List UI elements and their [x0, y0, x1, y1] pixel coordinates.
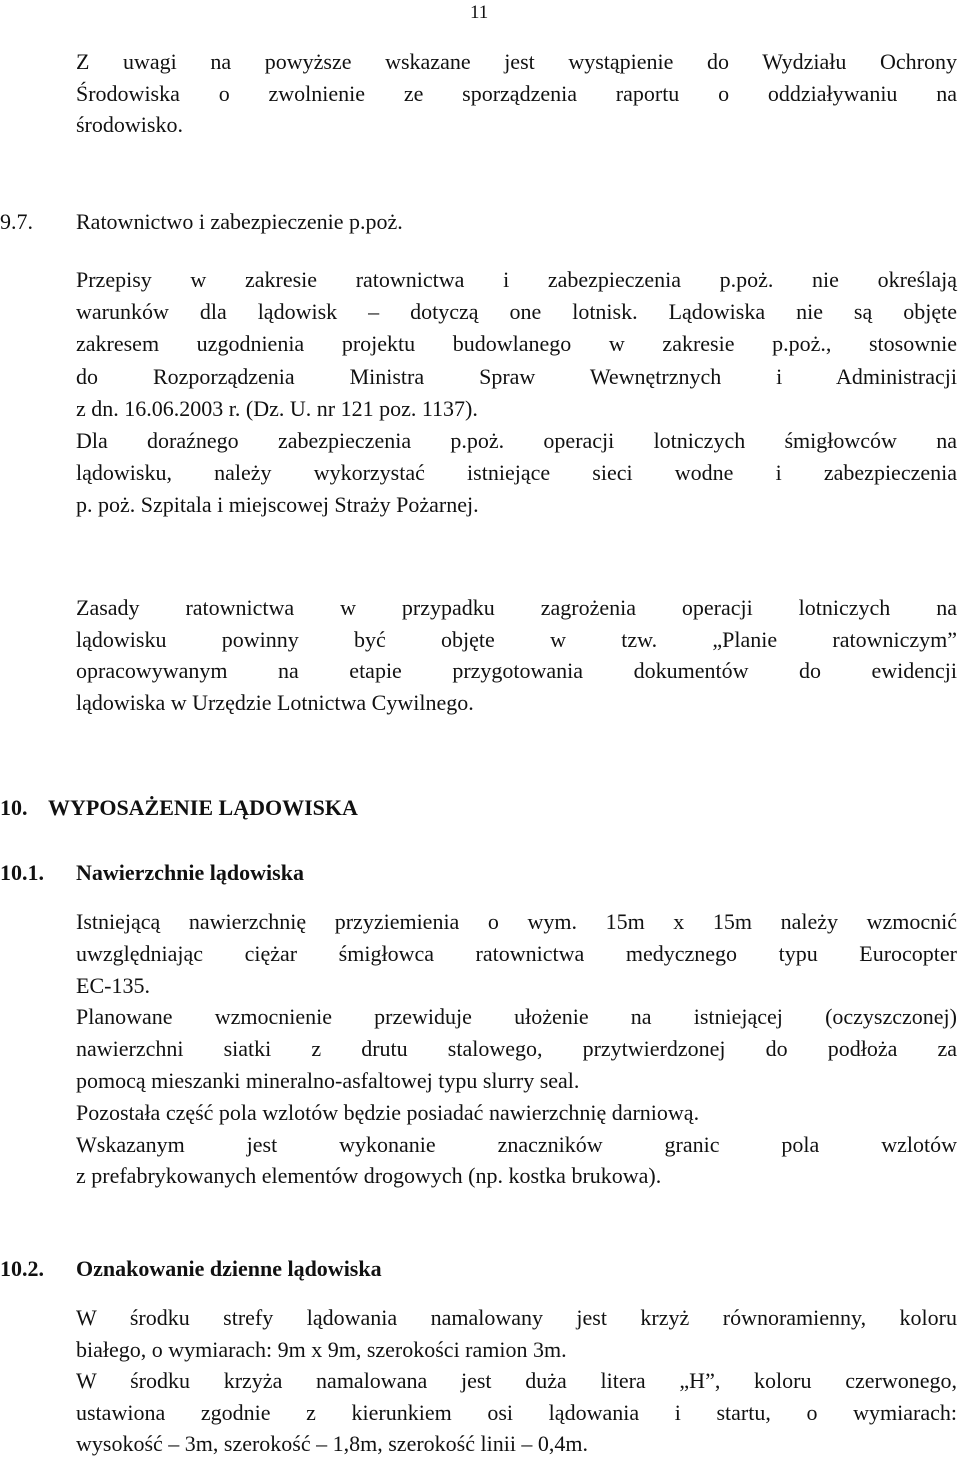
- text-line: p. poż. Szpitala i miejscowej Straży Pożarnej.: [76, 492, 479, 518]
- section-number: 10.2.: [0, 1256, 44, 1281]
- text-line: Pozostała część pola wzlotów będzie posiadać nawierzchnię darniową.: [76, 1099, 700, 1125]
- text-line: ustawiona zgodnie z kierunkiem osi lądowania i startu, o wymiarach:: [76, 1399, 957, 1425]
- text-line: Wskazanym jest wykonanie znaczników granic pola wzlotów: [76, 1131, 957, 1157]
- text-line: Z uwagi na powyższe wskazane jest wystąpienie do Wydziału Ochrony: [76, 49, 957, 74]
- intro-paragraph: [76, 46, 957, 141]
- text-line: środowisko.: [76, 112, 183, 138]
- text-line: Przepisy w zakresie ratownictwa i zabezpieczenia p.poż. nie określają: [76, 267, 957, 292]
- text-line: Planowane wzmocnienie przewiduje ułożenie na istniejącej (oczyszczonej): [76, 1004, 957, 1030]
- section-number: 10.: [0, 795, 28, 820]
- text-line: z prefabrykowanych elementów drogowych (np. kostka brukowa).: [76, 1163, 662, 1189]
- section-9-7-paragraph-1: [76, 264, 957, 522]
- text-line: Zasady ratownictwa w przypadku zagrożenia operacji lotniczych na: [76, 595, 957, 620]
- text-line: Środowiska o zwolnienie ze sporządzenia raportu o oddziaływaniu na: [76, 80, 957, 106]
- text-line: pomocą mieszanki mineralno-asfaltowej typu slurry seal.: [76, 1067, 580, 1093]
- text-line: Istniejącą nawierzchnię przyziemienia o wym. 15m x 15m należy wzmocnić: [76, 909, 957, 934]
- section-number: 9.7.: [0, 209, 33, 234]
- section-number: 10.1.: [0, 860, 44, 885]
- section-10-2-body: [76, 1302, 957, 1460]
- section-title: Oznakowanie dzienne lądowiska: [76, 1256, 382, 1281]
- text-line: lądowiska w Urzędzie Lotnictwa Cywilnego.: [76, 689, 474, 715]
- text-line: z dn. 16.06.2003 r. (Dz. U. nr 121 poz. 1137).: [76, 395, 478, 421]
- page-number: 11: [470, 2, 489, 23]
- text-line: wysokość – 3m, szerokość – 1,8m, szerokość linii – 0,4m.: [76, 1431, 589, 1457]
- text-line: opracowywanym na etapie przygotowania dokumentów do ewidencji: [76, 658, 957, 684]
- text-line: białego, o wymiarach: 9m x 9m, szerokości ramion 3m.: [76, 1336, 567, 1362]
- section-10-1-body: [76, 906, 957, 1192]
- section-title-text: Nawierzchnie lądowiska: [76, 860, 304, 885]
- text-line: EC-135.: [76, 972, 150, 998]
- text-line: Dla doraźnego zabezpieczenia p.poż. operacji lotniczych śmigłowców na: [76, 428, 957, 454]
- text-line: zakresem uzgodnienia projektu budowlanego w zakresie p.poż., stosownie: [76, 331, 957, 357]
- text-line: do Rozporządzenia Ministra Spraw Wewnętrznych i Administracji: [76, 363, 957, 389]
- text-line: lądowisku powinny być objęte w tzw. „Planie ratowniczym”: [76, 626, 957, 652]
- text-line: W środku strefy lądowania namalowany jest krzyż równoramienny, koloru: [76, 1305, 957, 1330]
- text-line: W środku krzyża namalowana jest duża litera „H”, koloru czerwonego,: [76, 1368, 957, 1394]
- section-title: WYPOSAŻENIE LĄDOWISKA: [48, 795, 358, 820]
- text-line: warunków dla lądowisk – dotyczą one lotnisk. Lądowiska nie są objęte: [76, 299, 957, 325]
- section-title: Ratownictwo i zabezpieczenie p.poż.: [76, 209, 403, 234]
- text-line: nawierzchni siatki z drutu stalowego, przytwierdzonej do podłoża za: [76, 1036, 957, 1062]
- text-line: lądowisku, należy wykorzystać istniejące sieci wodne i zabezpieczenia: [76, 460, 957, 486]
- text-line: uwzględniając ciężar śmigłowca ratownictwa medycznego typu Eurocopter: [76, 940, 957, 966]
- section-title: [76, 858, 304, 888]
- section-9-7-paragraph-2: [76, 592, 957, 718]
